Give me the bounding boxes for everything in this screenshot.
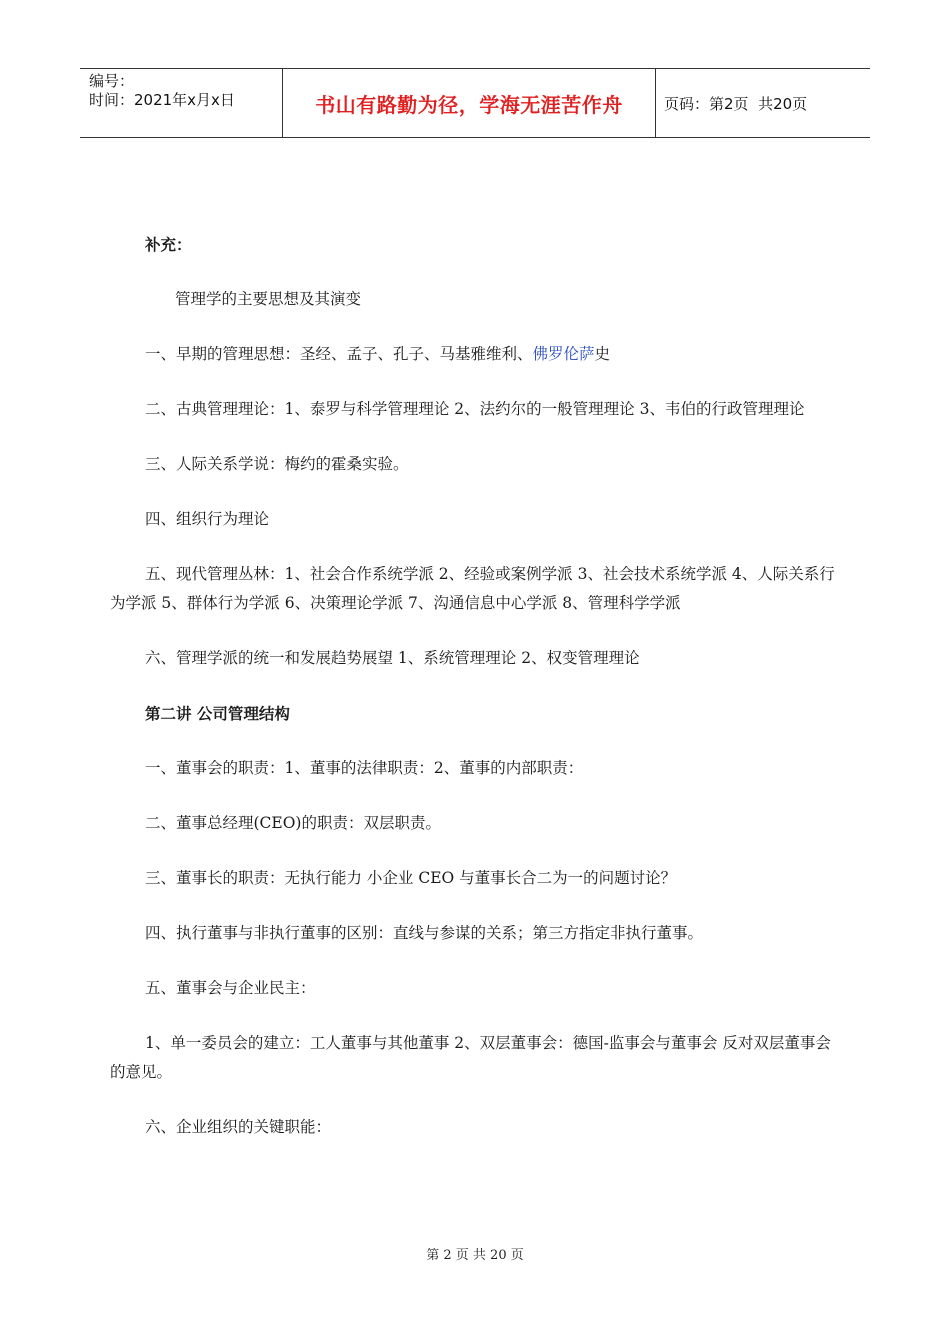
paragraph-item-3: 三、人际关系学说：梅约的霍桑实验。 xyxy=(145,455,409,473)
item-1-text: 一、早期的管理思想：圣经、孟子、孔子、马基雅维利、 xyxy=(145,345,533,363)
lecture-2-item-5-detail: 1、单一委员会的建立：工人董事与其他董事 2、双层董事会：德国-监事会与董事会 反对双层董事会的意见。 xyxy=(110,1034,831,1081)
lecture-2-item-5: 五、董事会与企业民主： xyxy=(145,979,316,997)
header-page-cell xyxy=(656,69,870,137)
page-header xyxy=(80,68,870,138)
paragraph-item-6: 六、管理学派的统一和发展趋势展望 1、系统管理理论 2、权变管理理论 xyxy=(145,649,640,667)
document-body xyxy=(110,230,845,1142)
page-footer xyxy=(0,1244,950,1263)
paragraph-item-2: 二、古典管理理论：1、泰罗与科学管理理论 2、法约尔的一般管理理论 3、韦伯的行政管理理论 xyxy=(145,400,805,418)
lecture-2-item-3: 三、董事长的职责：无执行能力 小企业 CEO 与董事长合二为一的问题讨论？ xyxy=(145,869,677,887)
lecture-2-item-4: 四、执行董事与非执行董事的区别：直线与参谋的关系；第三方指定非执行董事。 xyxy=(145,924,704,942)
lecture-2-item-1: 一、董事会的职责：1、董事的法律职责：2、董事的内部职责： xyxy=(145,759,584,777)
lecture-2-item-2: 二、董事总经理(CEO)的职责：双层职责。 xyxy=(145,814,441,832)
footer-page-number: 第 2 页 共 20 页 xyxy=(426,1248,524,1263)
lecture-2-heading: 第二讲 公司管理结构 xyxy=(145,704,290,723)
document-date: 时间：2021年x月x日 xyxy=(89,91,235,109)
paragraph-item-5: 五、现代管理丛林：1、社会合作系统学派 2、经验或案例学派 3、社会技术系统学派 4、人际关系行为学派 5、群体行为学派 6、决策理论学派 7、沟通信息中心学派 8、管理科学学派 xyxy=(110,565,835,612)
item-1-suffix: 史 xyxy=(594,345,611,363)
header-page-code: 页码：第2页 共20页 xyxy=(664,94,808,113)
paragraph-item-1 xyxy=(110,340,845,369)
paragraph-item-4: 四、组织行为理论 xyxy=(145,510,270,528)
section-subtitle: 管理学的主要思想及其演变 xyxy=(175,290,362,308)
header-meta-cell xyxy=(80,69,282,137)
document-number-label: 编号： xyxy=(89,72,135,90)
header-motto: 书山有路勤为径，学海无涯苦作舟 xyxy=(315,92,623,117)
supplement-heading: 补充： xyxy=(145,235,192,254)
florence-link[interactable]: 佛罗伦萨 xyxy=(532,345,595,363)
lecture-2-item-6: 六、企业组织的关键职能： xyxy=(145,1118,332,1136)
header-motto-cell xyxy=(282,69,656,137)
